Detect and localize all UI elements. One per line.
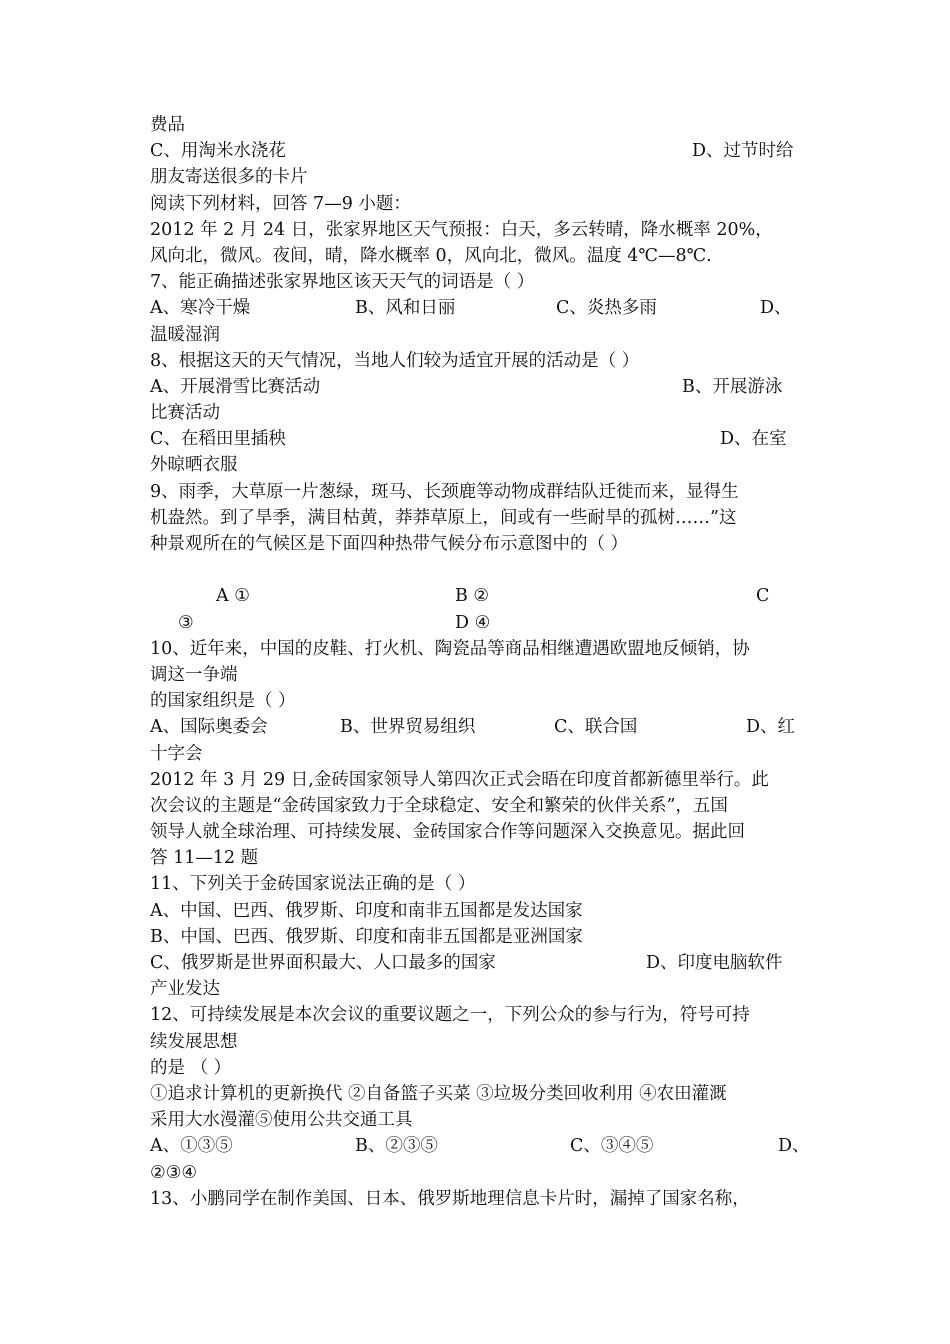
text-segment: 2012 年 3 月 29 日,金砖国家领导人第四次正式会晤在印度首都新德里举行。此 (150, 769, 769, 790)
text-segment: ②③④ (150, 1162, 198, 1183)
text-line (150, 714, 810, 740)
text-line (150, 138, 810, 164)
text-segment: C、俄罗斯是世界面积最大、人口最多的国家 (150, 953, 496, 973)
text-line (150, 950, 810, 976)
text-segment: 机盎然。到了旱季，满目枯黄，莽莽草原上，间或有一些耐旱的孤树……”这 (150, 507, 737, 528)
text-segment: 阅读下列材料，回答 7—9 小题： (150, 193, 411, 214)
text-segment: 的国家组织是（ ） (150, 691, 296, 712)
text-line (150, 112, 810, 138)
text-segment: D、在室 (720, 429, 787, 450)
text-segment: 风向北，微风。夜间，晴，降水概率 0，风向北，微风。温度 4℃—8℃. (150, 245, 712, 266)
text-segment: 十字会 (150, 743, 203, 764)
text-segment: 外晾晒衣服 (150, 455, 238, 476)
text-segment: B、世界贸易组织 (340, 717, 476, 738)
text-segment: D、 (778, 1136, 810, 1157)
text-segment: C、在稻田里插秧 (150, 429, 286, 450)
document-page (150, 112, 810, 1212)
text-segment: A、①③⑤ (150, 1136, 233, 1157)
text-segment: 费品 (150, 115, 185, 135)
text-line (150, 479, 810, 505)
text-segment: 9、雨季，大草原一片葱绿，斑马、长颈鹿等动物成群结队迁徙而来，显得生 (150, 481, 739, 502)
text-segment: 8、根据这天的天气情况，当地人们较为适宜开展的活动是（ ） (150, 350, 640, 371)
text-line (150, 1186, 810, 1212)
text-line (150, 610, 810, 636)
text-line (150, 583, 810, 609)
text-segment: D、印度电脑软件 (646, 953, 783, 973)
text-segment: D、 (760, 298, 792, 319)
text-segment: 7、能正确描述张家界地区该天天气的词语是（ ） (150, 272, 535, 293)
text-segment: 2012 年 2 月 24 日，张家界地区天气预报：白天，多云转晴，降水概率 20%， (150, 219, 773, 240)
text-segment: D、过节时给 (692, 141, 794, 162)
text-segment: 领导人就全球治理、可持续发展、金砖国家合作等问题深入交换意见。据此回 (150, 822, 745, 843)
text-line (150, 505, 810, 531)
text-segment: 温暖湿润 (150, 324, 220, 345)
text-line (150, 452, 810, 478)
text-line (150, 871, 810, 897)
text-segment: A、中国、巴西、俄罗斯、印度和南非五国都是发达国家 (150, 900, 583, 921)
text-segment: A、开展滑雪比赛活动 (150, 376, 321, 397)
text-line (150, 243, 810, 269)
text-segment: 种景观所在的气候区是下面四种热带气候分布示意图中的（ ） (150, 534, 629, 554)
text-segment: B、风和日丽 (355, 298, 456, 319)
text-segment: 次会议的主题是“金砖国家致力于全球稳定、安全和繁荣的伙伴关系”，五国 (150, 795, 728, 816)
text-line (150, 741, 810, 767)
text-segment: D ④ (455, 612, 491, 633)
text-segment: 的是 （ ） (150, 1057, 232, 1078)
text-line (150, 295, 810, 321)
text-segment: C (756, 586, 770, 607)
text-segment: A、国际奥委会 (150, 717, 268, 738)
text-segment: 10、近年来，中国的皮鞋、打火机、陶瓷品等商品相继遭遇欧盟地反倾销，协 (150, 638, 750, 659)
text-segment: 采用大水漫灌⑤使用公共交通工具 (150, 1110, 413, 1131)
blank-line (150, 557, 810, 583)
text-line (150, 1055, 810, 1081)
text-segment: C、用淘米水浇花 (150, 141, 286, 162)
text-line (150, 426, 810, 452)
text-segment: B ② (455, 586, 490, 607)
text-segment: B、②③⑤ (355, 1136, 438, 1157)
text-segment: D、红 (746, 717, 796, 738)
text-line (150, 217, 810, 243)
text-line (150, 1081, 810, 1107)
text-segment: A ① (216, 586, 250, 607)
text-line (150, 400, 810, 426)
text-line (150, 531, 810, 557)
text-line (150, 662, 810, 688)
text-line (150, 322, 810, 348)
text-line (150, 1160, 810, 1186)
text-segment: C、联合国 (554, 717, 638, 738)
text-line (150, 191, 810, 217)
text-segment: 朋友寄送很多的卡片 (150, 167, 308, 188)
text-segment: 产业发达 (150, 979, 220, 1000)
text-segment: 比赛活动 (150, 403, 220, 424)
text-segment: A、寒冷干燥 (150, 298, 251, 319)
text-line (150, 1133, 810, 1159)
text-segment: 12、可持续发展是本次会议的重要议题之一，下列公众的参与行为，符号可持 (150, 1005, 750, 1026)
text-line (150, 348, 810, 374)
text-segment: C、③④⑤ (570, 1136, 654, 1157)
text-line (150, 636, 810, 662)
text-line (150, 269, 810, 295)
text-line (150, 845, 810, 871)
text-line (150, 374, 810, 400)
text-segment: 调这一争端 (150, 664, 238, 685)
text-line (150, 924, 810, 950)
text-line (150, 1002, 810, 1028)
text-line (150, 898, 810, 924)
text-line (150, 1029, 810, 1055)
text-segment: B、中国、巴西、俄罗斯、印度和南非五国都是亚洲国家 (150, 926, 583, 947)
text-segment: C、炎热多雨 (556, 298, 657, 319)
text-segment: 续发展思想 (150, 1031, 238, 1052)
text-line (150, 164, 810, 190)
text-segment: 答 11—12 题 (150, 848, 259, 869)
text-line (150, 767, 810, 793)
text-segment: B、开展游泳 (682, 376, 783, 397)
text-segment: ③ (178, 612, 194, 633)
text-line (150, 688, 810, 714)
text-line (150, 1107, 810, 1133)
text-line (150, 819, 810, 845)
text-segment: ①追求计算机的更新换代 ②自备篮子买菜 ③垃圾分类回收利用 ④农田灌溉 (150, 1083, 727, 1104)
text-line (150, 793, 810, 819)
text-line (150, 976, 810, 1002)
text-segment: 13、小鹏同学在制作美国、日本、俄罗斯地理信息卡片时，漏掉了国家名称， (150, 1188, 750, 1209)
text-segment: 11、下列关于金砖国家说法正确的是（ ） (150, 874, 476, 895)
